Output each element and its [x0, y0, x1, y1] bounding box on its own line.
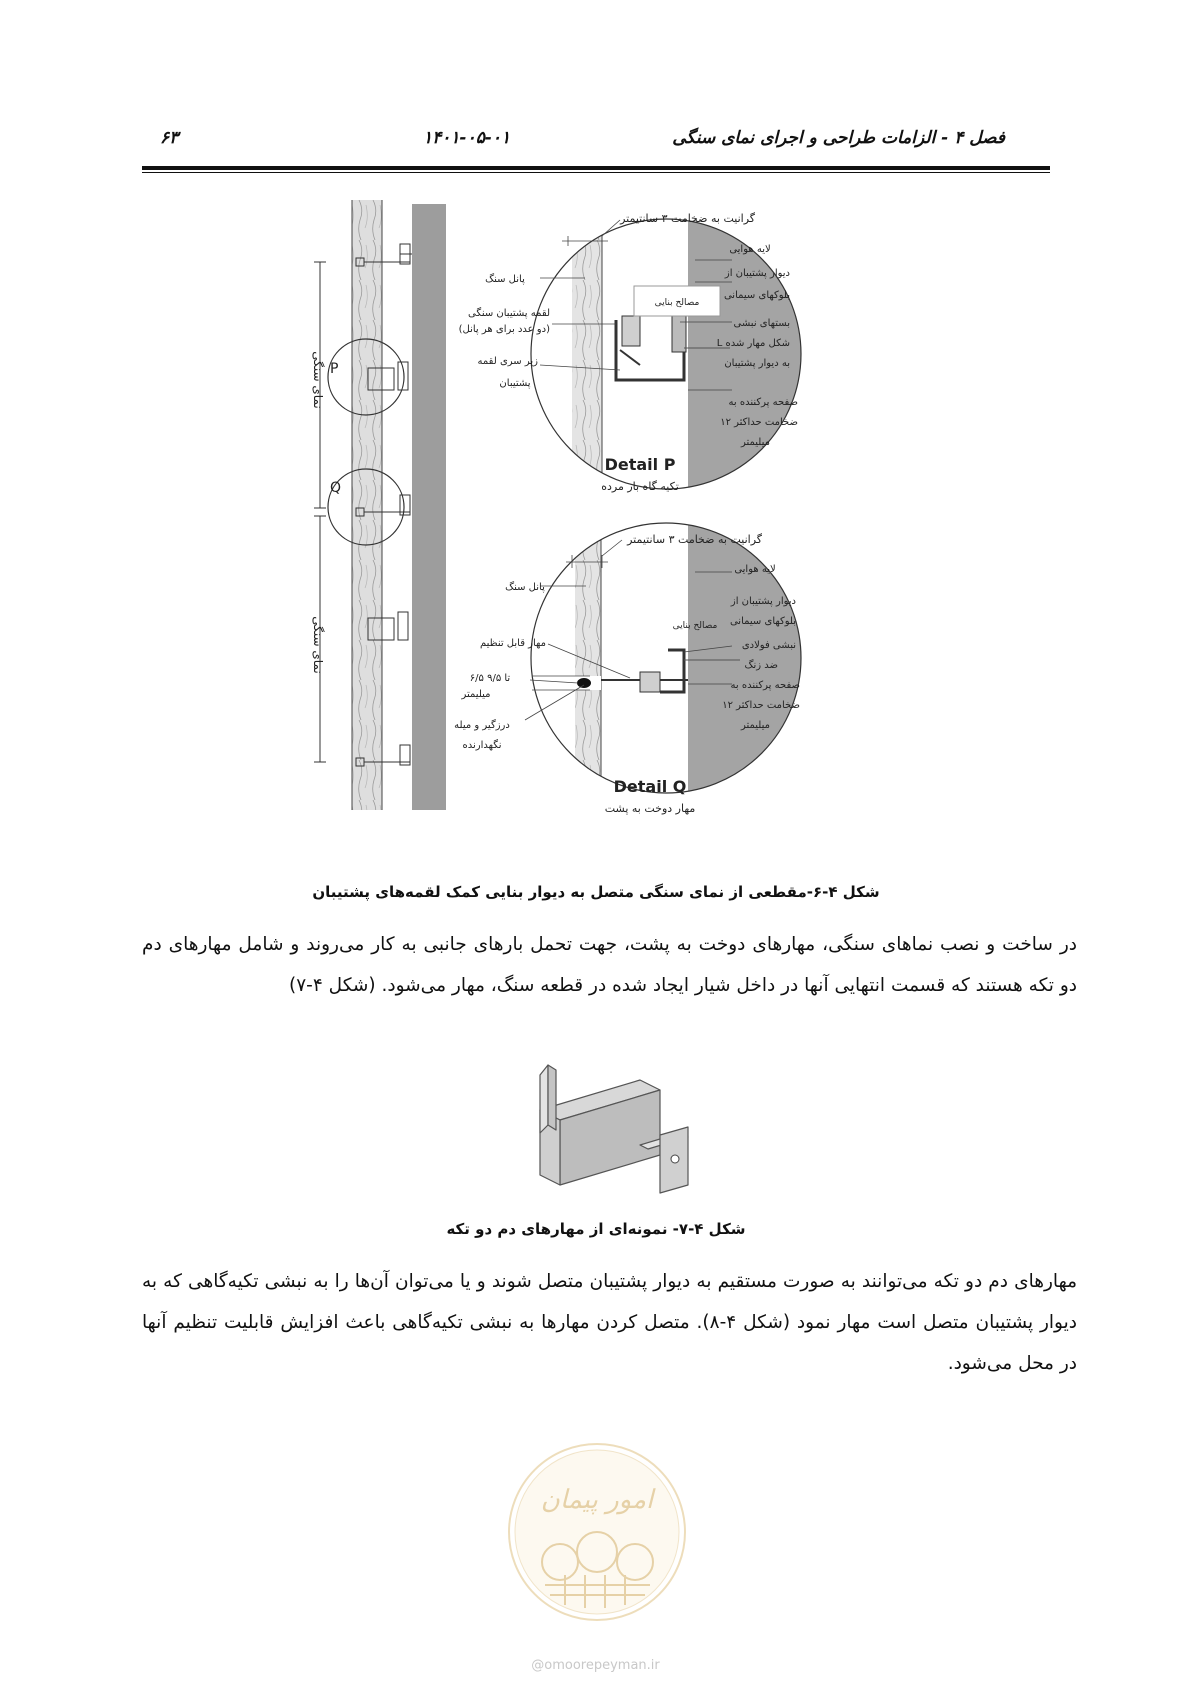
- detail-p-air: لایه هوایی: [729, 244, 771, 255]
- detail-p-filler-2: ضخامت حداکثر ۱۲: [720, 417, 798, 428]
- detail-q-steel-1: نبشی فولادی: [741, 640, 796, 651]
- detail-q-panel: پانل سنگ: [505, 582, 545, 593]
- detail-q-steel-2: ضد زنگ: [744, 660, 778, 671]
- detail-q-sealant-2: نگهدارنده: [462, 740, 502, 751]
- detail-p-wall-2: بلوکهای سیمانی: [723, 290, 790, 301]
- figure-dovetail-anchor: [510, 1055, 710, 1195]
- facade-label-lower: نمای سنگی: [311, 616, 325, 674]
- detail-p-subtitle: تکیه گاه بار مرده: [601, 480, 679, 493]
- detail-p-under-1: زیر سری لقمه: [477, 356, 538, 367]
- chapter-title: فصل ۴ - الزامات طراحی و اجرای نمای سنگی: [672, 128, 1005, 148]
- detail-p-angle-3: به دیوار پشتیبان: [724, 358, 790, 369]
- detail-q-anchor: مهار قابل تنظیم: [479, 638, 546, 649]
- paragraph-2: مهارهای دم دو تکه می‌توانند به صورت مستقیم به دیوار پشتیبان متصل شوند و یا می‌توان آن‌ها را به نبشی تکیه‌گاهی که به دیوار پشتیبان متصل است مهار نمود (شکل ۴-۸). متصل کردن مهارها به نبشی تکیه‌گاهی باعث افزایش قابلیت تنظیم آنها در محل می‌شود.: [142, 1271, 1078, 1374]
- detail-q-filler-2: ضخامت حداکثر ۱۲: [722, 700, 800, 711]
- header-rule-thick: [142, 166, 1050, 170]
- anchor-hole: [671, 1155, 679, 1163]
- figure-6-caption: شکل ۴-۶-مقطعی از نمای سنگی متصل به دیوار بنایی کمک لقمه‌های پشتیبان: [312, 883, 880, 901]
- page-number: ۶۳: [160, 128, 179, 148]
- detail-p-panel: پانل سنگ: [485, 274, 525, 285]
- facade-label-upper: نمای سنگی: [311, 351, 325, 409]
- detail-p-granite: گرانیت به ضخامت ۳ سانتیمتر: [620, 212, 755, 225]
- detail-q-joint-1: ۶/۵ تا ۹/۵: [469, 673, 511, 684]
- detail-q-joint-2: میلیمتر: [461, 689, 491, 700]
- detail-p-angle-2: L شکل مهار شده: [716, 338, 790, 349]
- detail-q-title: Detail Q: [613, 777, 687, 796]
- detail-p-angle-1: بستهای نبشی: [733, 318, 790, 329]
- detail-p-title: Detail P: [604, 455, 676, 474]
- detail-q-filler-1: صفحه پرکننده به: [730, 680, 800, 691]
- detail-p-wall-1: دیوار پشتیبان از: [724, 268, 790, 279]
- detail-q-wall-1: دیوار پشتیبان از: [730, 596, 796, 607]
- watermark-logo: [505, 1440, 690, 1625]
- paragraph-1: در ساخت و نصب نماهای سنگی، مهارهای دوخت به پشت، جهت تحمل بارهای جانبی به کار می‌روند و شامل مهارهای دم دو تکه هستند که قسمت انتهایی آنها در داخل شیار ایجاد شده در قطعه سنگ، مهار می‌شود. (شکل ۴-۷): [142, 934, 1077, 996]
- watermark-site: @omoorepeyman.ir: [531, 1658, 660, 1673]
- figure-section-drawing: [300, 200, 910, 880]
- detail-q-masonry: مصالح بنایی: [672, 621, 718, 631]
- detail-q-air: لایه هوایی: [734, 564, 776, 575]
- header-rule-thin: [142, 172, 1050, 173]
- detail-q-subtitle: مهار دوخت به پشت: [604, 802, 696, 815]
- marker-q: Q: [330, 480, 342, 496]
- detail-p-masonry: مصالح بنایی: [654, 298, 700, 308]
- detail-q-wall-2: بلوکهای سیمانی: [729, 616, 796, 627]
- detail-q-sealant-1: درزگیر و میله: [454, 720, 510, 731]
- marker-p: P: [330, 361, 339, 377]
- detail-q-filler-3: میلیمتر: [740, 720, 770, 731]
- detail-p-clip-1: لقمه پشتیبان سنگی: [467, 308, 550, 319]
- detail-p-filler-3: میلیمتر: [740, 437, 770, 448]
- detail-p-drawing: [530, 218, 808, 490]
- detail-p-under-2: پشتیبان: [499, 378, 531, 389]
- watermark-logo-text: امور پیمان: [540, 1485, 654, 1515]
- header-date: ۱۴۰۱-۰۵-۰۱: [423, 128, 511, 148]
- detail-q-granite: گرانیت به ضخامت ۳ سانتیمتر: [627, 533, 762, 546]
- figure-7-caption: شکل ۴-۷- نمونه‌ای از مهارهای دم دو تکه: [446, 1220, 746, 1238]
- detail-p-filler-1: صفحه پرکننده به: [728, 397, 798, 408]
- elevation-section: [314, 200, 446, 810]
- detail-p-clip-2: (دو عدد برای هر پانل): [458, 324, 550, 335]
